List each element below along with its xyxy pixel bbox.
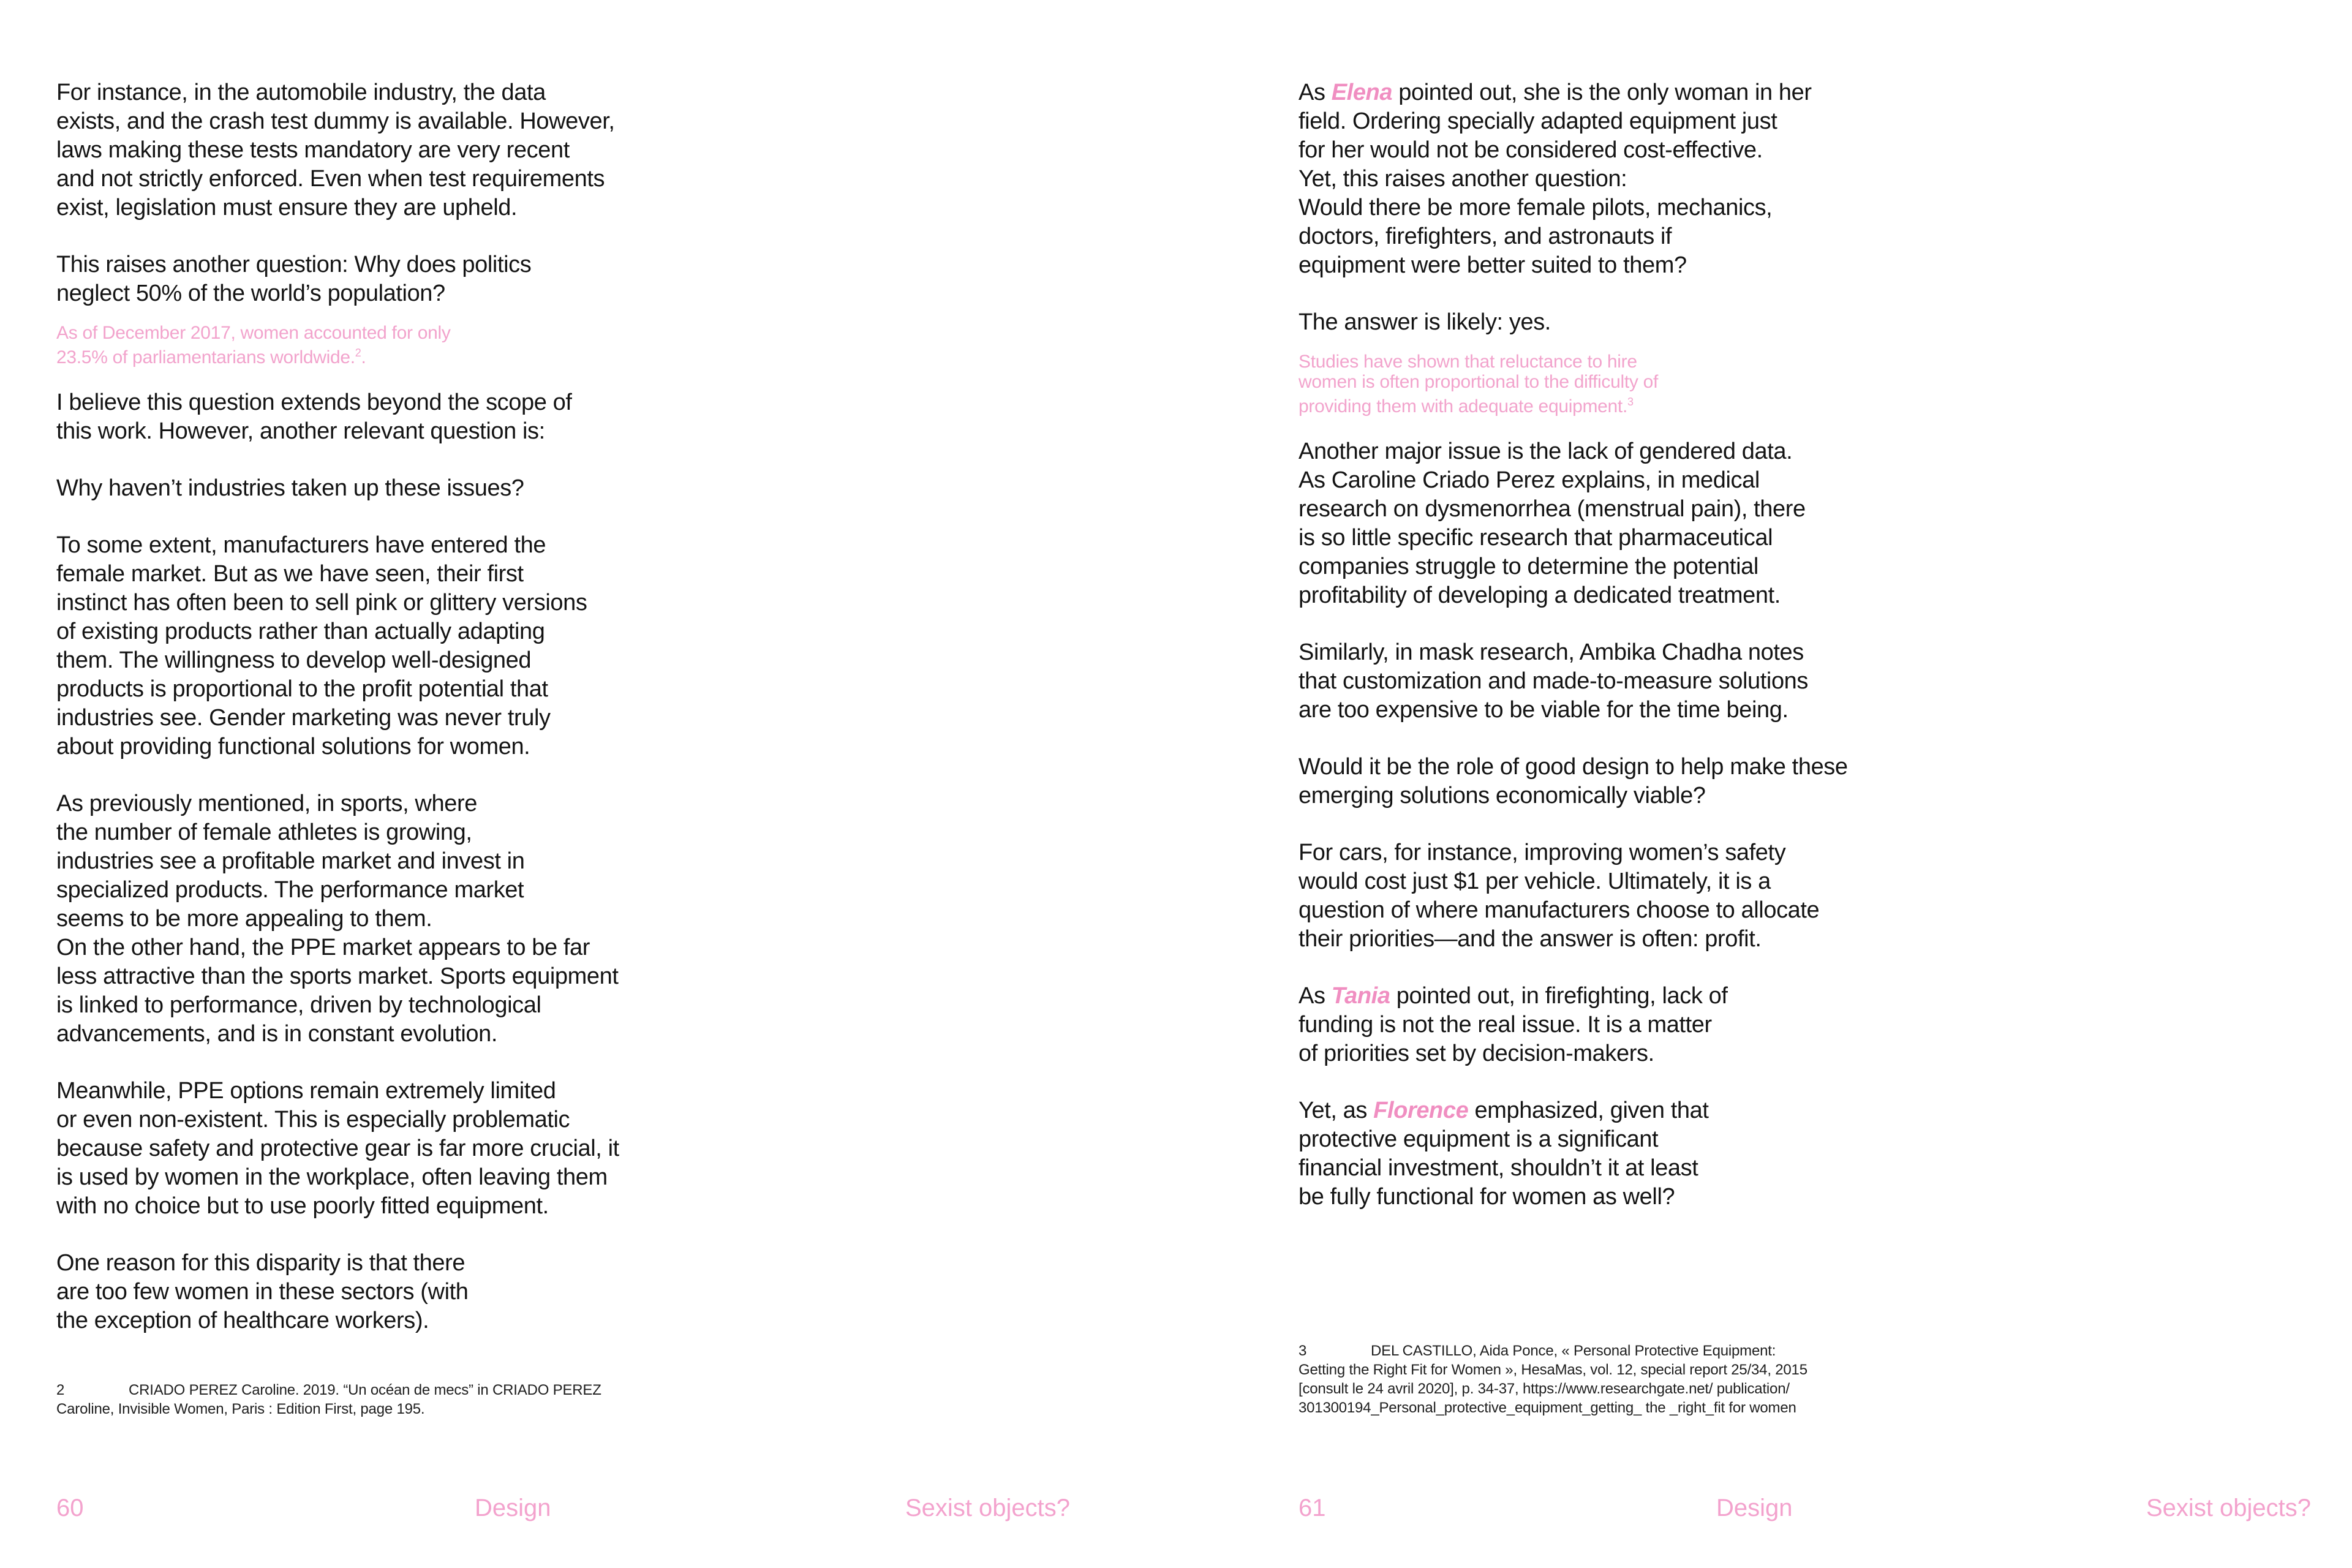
running-section: Design bbox=[1716, 1494, 1793, 1521]
right-text-column bbox=[1298, 78, 1911, 1212]
paragraph-industries-question: Why haven’t industries taken up these issues? bbox=[56, 475, 524, 501]
paragraph-cars: For cars, for instance, improving women’s safety would cost just $1 per vehicle. Ultimately, it is a question of where manufacturers choose to allocate their priorities—and the answer is often: profit. bbox=[1298, 840, 1820, 952]
text-prefix: Yet, as bbox=[1298, 1098, 1374, 1123]
paragraph-politics-question: This raises another question: Why does politics neglect 50% of the world’s population? bbox=[56, 252, 532, 306]
paragraph-sports: As previously mentioned, in sports, where the number of female athletes is growing, industries see a profitable market and invest in specialized products. The performance market seems to be more appealing to them. On the other hand, the PPE market appears to be far less attractive than the sports market. Sports equipment is linked to performance, driven by technological advancements, and is in constant evolution. bbox=[56, 791, 619, 1047]
page-number: 60 bbox=[56, 1494, 84, 1521]
footnote-2 bbox=[56, 1381, 693, 1419]
name-elena: Elena bbox=[1331, 80, 1393, 105]
side-note-text: Studies have shown that reluctance to hire women is often proportional to the difficulty of providing them with adequate equipment. bbox=[1298, 352, 1659, 417]
paragraph-ppe: Meanwhile, PPE options remain extremely limited or even non-existent. This is especially problematic because safety and protective gear is far more crucial, it is used by women in the workplace, often leaving them with no choice but to use poorly fitted equipment. bbox=[56, 1078, 619, 1219]
side-note-text: As of December 2017, women accounted for only 23.5% of parliamentarians worldwide. bbox=[56, 323, 451, 368]
paragraph-manufacturers: To some extent, manufacturers have entered the female market. But as we have seen, their first instinct has often been to sell pink or glittery versions of existing products rather than actually adapting them. The willingness to develop well-designed products is proportional to the profit potential that industries see. Gender marketing was never truly about providing functional solutions for women. bbox=[56, 532, 587, 760]
left-text-column bbox=[56, 78, 718, 1335]
side-note-reference: 2 bbox=[355, 347, 361, 359]
side-note-hiring bbox=[1298, 352, 1911, 417]
side-note-parliamentarians: As of December 2017, women accounted for only 23.5% of parliamentarians worldwide.$^2$. bbox=[56, 323, 451, 368]
paragraph-elena bbox=[1298, 78, 1911, 280]
running-title: Sexist objects? bbox=[905, 1494, 1071, 1521]
footnote-number: 3 bbox=[1298, 1343, 1307, 1359]
page-number: 61 bbox=[1298, 1494, 1326, 1521]
text-rest: pointed out, she is the only woman in her field. Ordering specially adapted equipment just for her would not be considered cost-effective. Yet, this raises another question: Would there be more female pilots, mechanics, doctors, firefighters, and astronauts if equipment were better suited to them? bbox=[1298, 80, 1812, 278]
paragraph-answer: The answer is likely: yes. bbox=[1298, 309, 1551, 335]
footnote-text: DEL CASTILLO, Aida Ponce, « Personal Protective Equipment: Getting the Right Fit for Women », HesaMas, vol. 12, special report 25/34, 2015 [consult le 24 avril 2020], p. 34-37, https://www.researchgate.net/ publication/ 301300194_Personal_protective_equipment_getting_ the _right_fit for women bbox=[1298, 1343, 1807, 1416]
paragraph-scope: I believe this question extends beyond the scope of this work. However, another relevant question is: bbox=[56, 390, 572, 444]
footnote-text: CRIADO PEREZ Caroline. 2019. “Un océan de mecs” in CRIADO PEREZ Caroline, Invisible Women, Paris : Edition First, page 195. bbox=[56, 1382, 601, 1417]
right-page bbox=[1176, 0, 2352, 1568]
footnote-number: 2 bbox=[56, 1382, 65, 1398]
paragraph-florence bbox=[1298, 1096, 1911, 1212]
text-prefix: As bbox=[1298, 983, 1332, 1009]
paragraph-tania bbox=[1298, 982, 1911, 1068]
paragraph-good-design: Would it be the role of good design to help make these emerging solutions economically viable? bbox=[1298, 754, 1848, 809]
running-section: Design bbox=[475, 1494, 551, 1521]
footnote-3 bbox=[1298, 1341, 1948, 1417]
text-rest: pointed out, in firefighting, lack of funding is not the real issue. It is a matter of priorities set by decision-makers. bbox=[1298, 983, 1728, 1066]
text-prefix: As bbox=[1298, 80, 1332, 105]
paragraph-automobile: For instance, in the automobile industry, the data exists, and the crash test dummy is available. However, laws making these tests mandatory are very recent and not strictly enforced. Even when test requirements exist, legislation must ensure they are upheld. bbox=[56, 80, 615, 221]
name-florence: Florence bbox=[1373, 1098, 1469, 1123]
paragraph-mask-research: Similarly, in mask research, Ambika Chadha notes that customization and made-to-measure solutions are too expensive to be viable for the time being. bbox=[1298, 639, 1809, 723]
paragraph-disparity: One reason for this disparity is that there are too few women in these sectors (with the exception of healthcare workers). bbox=[56, 1250, 469, 1333]
side-note-reference: 3 bbox=[1627, 396, 1634, 408]
name-tania: Tania bbox=[1331, 983, 1390, 1009]
running-title: Sexist objects? bbox=[2146, 1494, 2312, 1521]
text-rest: emphasized, given that protective equipment is a significant financial investment, shouldn’t it at least be fully functional for women as well? bbox=[1298, 1098, 1709, 1210]
paragraph-gendered-data: Another major issue is the lack of gendered data. As Caroline Criado Perez explains, in medical research on dysmenorrhea (menstrual pain), there is so little specific research that pharmaceutical companies struggle to determine the potential profitability of developing a dedicated treatment. bbox=[1298, 439, 1806, 608]
